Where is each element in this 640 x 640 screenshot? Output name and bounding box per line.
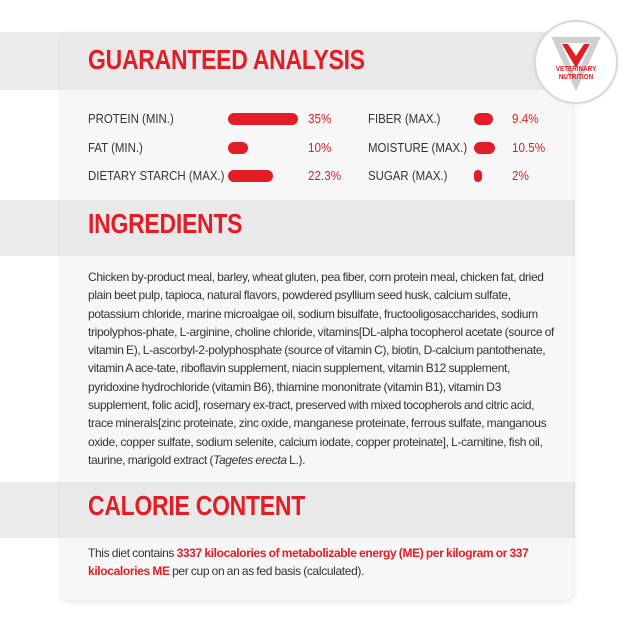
analysis-bar — [474, 142, 495, 154]
analysis-label: FIBER (MAX.) — [368, 111, 441, 126]
analysis-bar — [228, 113, 298, 125]
ingredients-text: Chicken by-product meal, barley, wheat gluten, pea fiber, corn protein meal, chicken fat, dried plain beet pulp, tapioca, natural flavors, powdered psyllium seed husk, calcium sulfate, potassium chloride, marine microalgae oil, sodium bisulfate, fructooligosaccharides, sodium tripolyphos-phate, L-arginine, choline chloride, vitamins[DL-alpha tocopherol acetate (source of vitamin E), L-ascorbyl-2-polyphosphate (source of vitamin C), biotin, D-calcium pantothenate, vitamin A ace-tate, riboflavin supplement, niacin supplement, vitamin B12 supplement, pyridoxine hydrochloride (vitamin B6), thiamine mononitrate (vitamin B1), vitamin D3 supplement, folic acid], rosemary ex-tract, preserved with mixed tocopherols and citric acid, trace minerals[zinc proteinate, zinc oxide, manganese proteinate, ferrous sulfate, manganous oxide, copper sulfate, sodium selenite, calcium iodate, copper proteinate], L-carnitine, fish oil, taurine, marigold extract ( — [88, 270, 555, 467]
analysis-row-dietary-starch — [88, 165, 358, 187]
analysis-row-fat — [88, 137, 358, 159]
analysis-bar — [228, 170, 273, 182]
ingredients-list — [88, 268, 558, 469]
logo-text-veterinary: VETERINARY — [555, 66, 597, 73]
analysis-value: 10% — [308, 140, 332, 155]
analysis-bar — [474, 170, 482, 182]
analysis-row-protein — [88, 108, 358, 130]
calorie-content-heading: CALORIE CONTENT — [88, 490, 305, 521]
calorie-text-start: This diet contains — [88, 546, 177, 560]
analysis-label: FAT (MIN.) — [88, 140, 143, 155]
analysis-label: MOISTURE (MAX.) — [368, 140, 468, 155]
ingredients-italic-name: Tagetes erecta — [213, 452, 287, 467]
analysis-row-moisture — [368, 137, 568, 159]
guaranteed-analysis-heading: GUARANTEED ANALYSIS — [88, 44, 365, 75]
logo-text-nutrition: NUTRITION — [558, 74, 594, 81]
calorie-highlight: 3337 kilocalories of metabolizable energy (ME) per kilogram or 337 kilocalories ME — [88, 546, 529, 578]
ingredients-heading: INGREDIENTS — [88, 208, 243, 239]
logo-emblem-icon — [536, 22, 616, 102]
analysis-value: 22.3% — [308, 168, 342, 183]
veterinary-nutrition-logo — [534, 20, 618, 104]
analysis-label: PROTEIN (MIN.) — [88, 111, 174, 126]
analysis-label: DIETARY STARCH (MAX.) — [88, 168, 225, 183]
analysis-bar — [228, 142, 248, 154]
analysis-value: 9.4% — [512, 111, 539, 126]
analysis-row-fiber — [368, 108, 568, 130]
calorie-text-end: per cup on an as fed basis (calculated). — [169, 564, 365, 578]
analysis-value: 35% — [308, 111, 332, 126]
analysis-bar — [474, 113, 493, 125]
analysis-label: SUGAR (MAX.) — [368, 168, 448, 183]
analysis-value: 10.5% — [512, 140, 546, 155]
analysis-value: 2% — [512, 168, 529, 183]
ingredients-text-end: L.). — [286, 452, 306, 467]
calorie-statement — [88, 544, 558, 580]
analysis-row-sugar — [368, 165, 568, 187]
